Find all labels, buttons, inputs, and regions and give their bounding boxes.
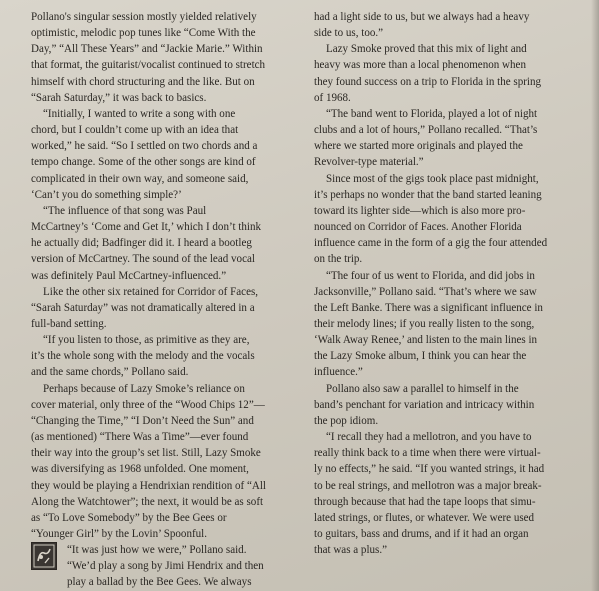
text-line: as “To Love Somebody” by the Bee Gees or [31, 511, 227, 524]
page-edge-shadow [591, 0, 599, 591]
text-line: band’s penchant for variation and intricacy within [314, 398, 535, 411]
text-line: optimistic, melodic pop tunes like “Come With the [31, 27, 256, 40]
left-column [31, 9, 301, 591]
text-line: Since most of the gigs took place past midnight, [326, 172, 539, 185]
text-line: “It was just how we were,” Pollano said. [67, 544, 247, 557]
text-line: toward its lighter side—which is also more pro- [314, 204, 526, 217]
text-line: Revolver-type material.” [314, 156, 424, 169]
text-line: “Younger Girl” by the Lovin’ Spoonful. [31, 528, 208, 540]
text-line: where we started more originals and played the [314, 140, 523, 153]
text-line: himself with chord structuring and the like. But on [31, 75, 255, 88]
text-line: it’s the whole song with the melody and the vocals [31, 350, 255, 363]
text-line: the Left Banke. There was a significant influence in [314, 301, 543, 314]
text-line: Lazy Smoke proved that this mix of light and [326, 43, 527, 56]
text-line: Day,” “All These Years” and “Jackie Marie.” Within [31, 43, 263, 56]
text-line: “Sarah Saturday,” it was back to basics. [31, 91, 207, 104]
text-line: “Initially, I wanted to write a song with one [43, 107, 236, 120]
text-line: lated strings, or flutes, or whatever. We were used [314, 511, 535, 524]
text-line: “The influence of that song was Paul [43, 204, 207, 217]
text-line: influence.” [314, 366, 363, 379]
text-line: complicated in their own way, and someone said, [31, 172, 249, 185]
text-line: full-band setting. [31, 317, 107, 330]
text-line: to guitars, bass and drums, and if it had an organ [314, 528, 529, 540]
text-line: that was a plus.” [314, 544, 388, 557]
text-line: they would be playing a Hendrixian rendition of “All [31, 479, 266, 492]
ornament-emblem-icon [31, 542, 57, 570]
text-line: and the same chords,” Pollano said. [31, 366, 189, 379]
text-line: had a light side to us, but we always had a heavy [314, 11, 530, 23]
text-line: he actually did; Badfinger did it. I heard a bootleg [31, 237, 252, 250]
text-line: “The band went to Florida, played a lot of night [326, 107, 538, 120]
text-line: ‘Can’t you do something simple?’ [31, 188, 182, 201]
text-line: cover material, only three of the “Wood Chips 12”— [31, 398, 265, 411]
text-line: on the trip. [314, 253, 363, 266]
text-line: (as mentioned) “There Was a Time”—ever found [31, 431, 249, 444]
text-line: was diversifying as 1968 unfolded. One moment, [31, 463, 249, 476]
text-line: Like the other six retained for Corridor of Faces, [43, 285, 259, 298]
text-line: “Sarah Saturday” was not dramatically altered in a [31, 301, 255, 314]
text-line: “If you listen to those, as primitive as they are, [43, 334, 250, 347]
text-line: side to us, too.” [314, 27, 384, 40]
text-line: “I recall they had a mellotron, and you have to [326, 431, 532, 444]
text-line: Along the Watchtower”; the next, it would be as soft [31, 495, 264, 508]
text-line: Jacksonville,” Pollano said. “That’s where we saw [314, 285, 537, 298]
text-line: really think back to a time when there were virtual- [314, 447, 541, 460]
text-line: the pop idiom. [314, 414, 379, 427]
text-line: through because that had the tape loops that simu- [314, 495, 536, 508]
text-line: they found success on a trip to Florida in the spring [314, 75, 542, 88]
text-line: that format, the guitarist/vocalist continued to stretch [31, 59, 266, 72]
text-line: to be real strings, and mellotron was a major break- [314, 479, 542, 492]
text-line: “We’d play a song by Jimi Hendrix and then [67, 560, 264, 573]
text-line: it’s perhaps no wonder that the band started leaning [314, 188, 542, 201]
text-line: Pollano also saw a parallel to himself in the [326, 382, 519, 395]
text-line: was definitely Paul McCartney-influenced.” [31, 269, 227, 282]
text-line: their way into the group’s set list. Still, Lazy Smoke [31, 447, 261, 460]
text-line: Pollano's singular session mostly yielded relatively [31, 11, 257, 23]
text-line: play a ballad by the Bee Gees. We always [67, 576, 252, 589]
text-line: the Lazy Smoke album, I think you can hear the [314, 350, 527, 363]
text-line: chord, but I couldn’t come up with an idea that [31, 124, 239, 137]
text-line: tempo change. Some of the other songs are kind of [31, 156, 256, 169]
text-line: Perhaps because of Lazy Smoke’s reliance on [43, 382, 245, 395]
text-line: worked,” he said. “So I settled on two chords and a [31, 140, 258, 153]
text-line: “Changing the Time,” “I Don’t Need the Sun” and [31, 414, 254, 427]
right-column [314, 9, 576, 558]
text-line: “The four of us went to Florida, and did jobs in [326, 269, 535, 282]
text-line: their melody lines; if you really listen to the song, [314, 317, 535, 330]
text-line: heavy was more than a local phenomenon when [314, 59, 526, 72]
text-line: nounced on Corridor of Faces. Another Florida [314, 221, 522, 234]
text-line: of 1968. [314, 91, 351, 104]
text-line: ly no effects,” he said. “If you wanted strings, it had [314, 463, 545, 476]
text-line: influence came in the form of a gig the four attended [314, 237, 548, 250]
text-line: ‘Walk Away Renee,’ and listen to the main lines in [314, 334, 538, 347]
text-line: McCartney’s ‘Come and Get It,’ which I don’t think [31, 221, 261, 234]
text-line: version of McCartney. The sound of the lead vocal [31, 253, 255, 266]
text-line: clubs and a lot of hours,” Pollano recalled. “That’s [314, 124, 538, 137]
